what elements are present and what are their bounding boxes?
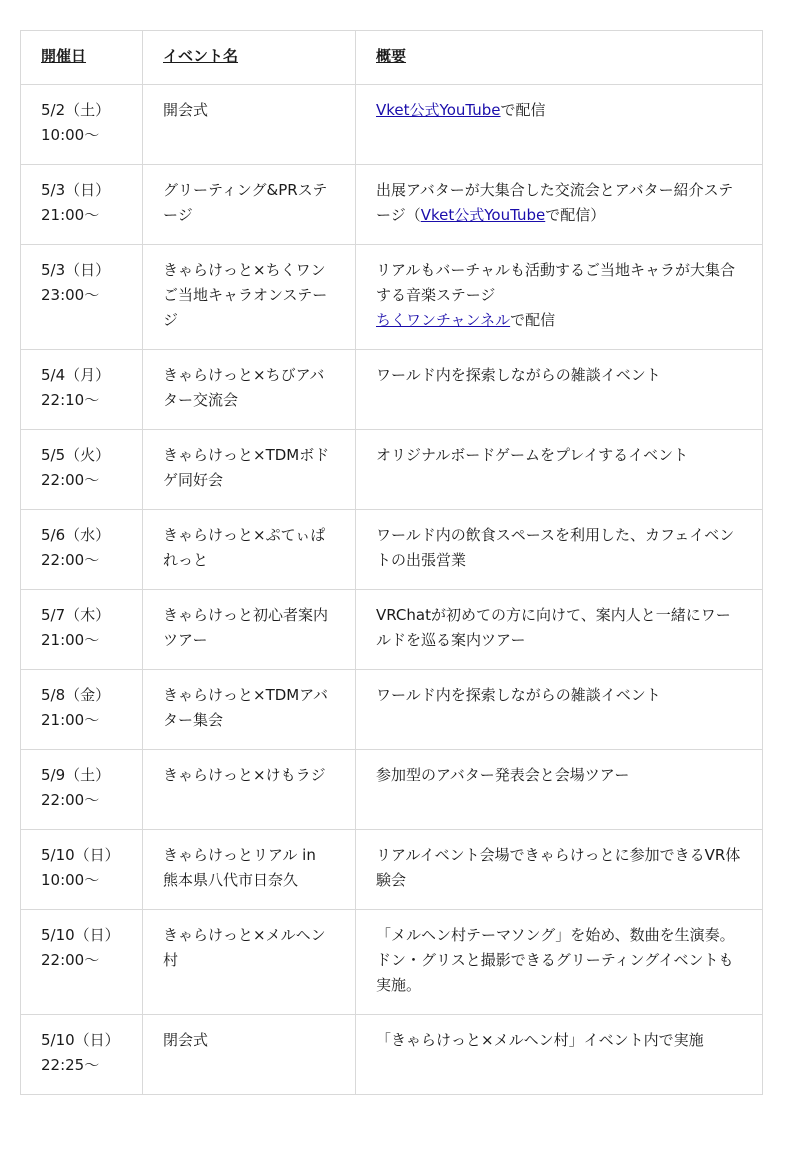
- summary-line: [376, 923, 744, 998]
- event-name: グリーティング&PRステージ: [163, 181, 328, 224]
- event-date-cell: [21, 430, 143, 510]
- event-name: きゃらけっとリアル in 熊本県八代市日奈久: [163, 846, 316, 889]
- event-date: 5/9（土）: [41, 766, 111, 784]
- summary-text: オリジナルボードゲームをプレイするイベント: [376, 446, 689, 464]
- event-date: 5/10（日）: [41, 846, 120, 864]
- schedule-body: [21, 85, 763, 1095]
- summary-text: 出展アバターが大集合した交流会とアバター紹介ステージ（: [376, 181, 734, 224]
- event-name: きゃらけっと×メルヘン村: [163, 926, 326, 969]
- event-time: 10:00〜: [41, 871, 100, 889]
- summary-line: [376, 178, 744, 228]
- summary-line: [376, 683, 744, 708]
- event-name-cell: [143, 510, 356, 590]
- event-date: 5/3（日）: [41, 181, 111, 199]
- event-name-cell: [143, 430, 356, 510]
- event-date-cell: [21, 350, 143, 430]
- event-schedule-table: [20, 30, 763, 1095]
- event-date-cell: [21, 165, 143, 245]
- table-row: [21, 350, 763, 430]
- event-date-cell: [21, 910, 143, 1015]
- table-row: [21, 910, 763, 1015]
- stream-link[interactable]: Vket公式YouTube: [420, 206, 546, 224]
- event-date: 5/5（火）: [41, 446, 111, 464]
- summary-text: 参加型のアバター発表会と会場ツアー: [376, 766, 630, 784]
- event-time: 22:00〜: [41, 551, 100, 569]
- event-date-cell: [21, 750, 143, 830]
- table-row: [21, 750, 763, 830]
- event-date: 5/10（日）: [41, 1031, 120, 1049]
- header-date: 開催日: [21, 31, 143, 85]
- table-row: [21, 830, 763, 910]
- event-time: 21:00〜: [41, 631, 100, 649]
- event-name: きゃらけっと×TDMアバター集会: [163, 686, 329, 729]
- event-name-cell: [143, 350, 356, 430]
- summary-text: ワールド内の飲食スペースを利用した、カフェイベントの出張営業: [376, 526, 735, 569]
- stream-link[interactable]: Vket公式YouTube: [376, 101, 501, 119]
- event-name-cell: [143, 830, 356, 910]
- table-row: [21, 85, 763, 165]
- event-name: きゃらけっと×ぷてぃぱれっと: [163, 526, 326, 569]
- event-date: 5/8（金）: [41, 686, 111, 704]
- event-summary-cell: [356, 510, 763, 590]
- summary-text: リアルもバーチャルも活動するご当地キャラが大集合する音楽ステージ: [376, 261, 735, 304]
- event-name-cell: [143, 910, 356, 1015]
- summary-line: [376, 603, 744, 653]
- event-time: 22:00〜: [41, 951, 100, 969]
- table-row: [21, 590, 763, 670]
- event-summary-cell: [356, 350, 763, 430]
- event-date-cell: [21, 670, 143, 750]
- stream-link[interactable]: ちくワンチャンネル: [376, 311, 511, 329]
- event-summary-cell: [356, 750, 763, 830]
- header-event-name: イベント名: [143, 31, 356, 85]
- event-name-cell: [143, 670, 356, 750]
- event-date-cell: [21, 830, 143, 910]
- event-summary-cell: [356, 165, 763, 245]
- header-summary: 概要: [356, 31, 763, 85]
- event-summary-cell: [356, 910, 763, 1015]
- summary-line: [376, 308, 744, 333]
- event-summary-cell: [356, 85, 763, 165]
- event-name-cell: [143, 165, 356, 245]
- event-name: きゃらけっと×TDMボドゲ同好会: [163, 446, 330, 489]
- event-name: きゃらけっと×ちくワン ご当地キャラオンステージ: [163, 261, 328, 329]
- event-time: 22:25〜: [41, 1056, 100, 1074]
- summary-text: VRChatが初めての方に向けて、案内人と一緒にワールドを巡る案内ツアー: [376, 606, 731, 649]
- table-row: [21, 245, 763, 350]
- summary-line: [376, 258, 744, 308]
- summary-text: ワールド内を探索しながらの雑談イベント: [376, 366, 661, 384]
- table-row: [21, 670, 763, 750]
- summary-line: [376, 363, 744, 388]
- summary-line: [376, 523, 744, 573]
- header-row: [21, 31, 763, 85]
- summary-text: で配信）: [545, 206, 606, 224]
- event-time: 22:00〜: [41, 471, 100, 489]
- event-time: 21:00〜: [41, 206, 100, 224]
- event-name-cell: [143, 750, 356, 830]
- event-time: 23:00〜: [41, 286, 100, 304]
- table-row: [21, 510, 763, 590]
- event-time: 22:10〜: [41, 391, 100, 409]
- event-time: 21:00〜: [41, 711, 100, 729]
- event-date-cell: [21, 510, 143, 590]
- table-row: [21, 430, 763, 510]
- event-name: 開会式: [163, 101, 209, 119]
- summary-text: 「きゃらけっと×メルヘン村」イベント内で実施: [376, 1031, 704, 1049]
- event-name: きゃらけっと初心者案内ツアー: [163, 606, 329, 649]
- event-date: 5/6（水）: [41, 526, 111, 544]
- event-summary-cell: [356, 430, 763, 510]
- summary-text: 「メルヘン村テーマソング」を始め、数曲を生演奏。ドン・グリスと撮影できるグリーティングイベントも実施。: [376, 926, 735, 994]
- event-time: 22:00〜: [41, 791, 100, 809]
- event-date: 5/4（月）: [41, 366, 111, 384]
- event-time: 10:00〜: [41, 126, 100, 144]
- event-name-cell: [143, 85, 356, 165]
- event-name: きゃらけっと×けもラジ: [163, 766, 326, 784]
- event-date-cell: [21, 245, 143, 350]
- summary-line: [376, 843, 744, 893]
- summary-text: ワールド内を探索しながらの雑談イベント: [376, 686, 661, 704]
- event-date-cell: [21, 1015, 143, 1095]
- summary-text: リアルイベント会場できゃらけっとに参加できるVR体験会: [376, 846, 741, 889]
- event-summary-cell: [356, 590, 763, 670]
- summary-line: [376, 763, 744, 788]
- event-summary-cell: [356, 830, 763, 910]
- summary-text: で配信: [510, 311, 556, 329]
- summary-text: で配信: [500, 101, 546, 119]
- summary-line: [376, 98, 744, 123]
- event-name-cell: [143, 1015, 356, 1095]
- event-date: 5/2（土）: [41, 101, 111, 119]
- event-date: 5/7（木）: [41, 606, 111, 624]
- event-summary-cell: [356, 670, 763, 750]
- event-date-cell: [21, 85, 143, 165]
- summary-line: [376, 1028, 744, 1053]
- event-date: 5/3（日）: [41, 261, 111, 279]
- event-date: 5/10（日）: [41, 926, 120, 944]
- event-name-cell: [143, 245, 356, 350]
- summary-line: [376, 443, 744, 468]
- event-name-cell: [143, 590, 356, 670]
- event-schedule: [20, 30, 762, 1095]
- event-name: きゃらけっと×ちびアバター交流会: [163, 366, 325, 409]
- table-row: [21, 165, 763, 245]
- event-date-cell: [21, 590, 143, 670]
- event-summary-cell: [356, 245, 763, 350]
- table-row: [21, 1015, 763, 1095]
- event-name: 閉会式: [163, 1031, 209, 1049]
- event-summary-cell: [356, 1015, 763, 1095]
